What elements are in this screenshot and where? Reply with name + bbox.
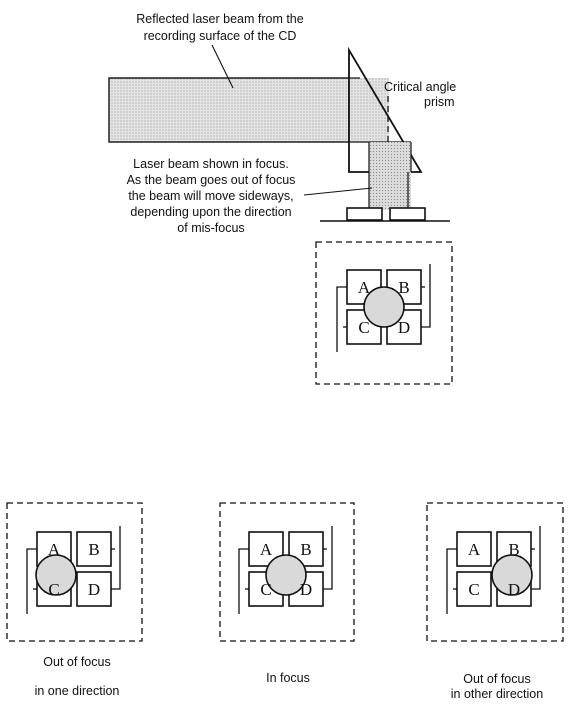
quadrant-label: B	[398, 278, 410, 297]
caption-center: In focus	[266, 671, 310, 685]
quadrant-label: B	[88, 540, 100, 559]
quadrant-label: D	[299, 580, 313, 599]
wire-left	[239, 549, 249, 614]
reflected-label-1: Reflected laser beam from the	[136, 12, 304, 26]
quadrant-label: A	[47, 540, 61, 559]
detector-panels	[7, 242, 563, 641]
focus-leader	[304, 188, 372, 195]
focus-label-4: depending upon the direction	[130, 205, 292, 219]
wire-right	[111, 526, 120, 589]
caption-right-1: Out of focus	[463, 672, 531, 686]
panel-center	[220, 503, 354, 641]
quadrant-label: A	[467, 540, 481, 559]
focus-label-1: Laser beam shown in focus.	[133, 157, 289, 171]
beam-in-prism	[349, 78, 389, 142]
quadrant-label: C	[260, 580, 272, 599]
quadrant-label: D	[507, 580, 521, 599]
quadrant-label: D	[87, 580, 101, 599]
quadrant-label: B	[508, 540, 520, 559]
detector-left	[347, 208, 382, 220]
reflected-label-2: recording surface of the CD	[143, 29, 297, 43]
wire-left	[337, 287, 347, 352]
focus-label-5: of mis-focus	[177, 221, 245, 235]
quadrant-label: A	[357, 278, 371, 297]
quadrant-label: D	[397, 318, 411, 337]
quadrant-label: B	[300, 540, 312, 559]
quadrant-label: A	[259, 540, 273, 559]
panel-right	[427, 503, 563, 641]
focus-label-3: the beam will move sideways,	[128, 189, 294, 203]
wire-right	[421, 264, 430, 327]
wire-right	[323, 526, 332, 589]
wire-left	[447, 549, 457, 614]
prism-label-1: Critical angle	[384, 80, 457, 94]
caption-right-2: in other direction	[450, 687, 544, 701]
quadrant-label: C	[48, 580, 60, 599]
panel-top	[316, 242, 452, 384]
wire-right	[531, 526, 540, 589]
focus-label-2: As the beam goes out of focus	[126, 173, 296, 187]
quadrant-label: C	[468, 580, 480, 599]
wire-left	[27, 549, 37, 614]
panel-left	[7, 503, 142, 641]
caption-left-2: in one direction	[34, 684, 120, 698]
downward-beam	[369, 142, 411, 210]
reflected-beam	[109, 78, 349, 142]
caption-left-1: Out of focus	[43, 655, 111, 669]
prism-label-2: prism	[424, 95, 455, 109]
quadrant-label: C	[358, 318, 370, 337]
detector-right	[390, 208, 425, 220]
